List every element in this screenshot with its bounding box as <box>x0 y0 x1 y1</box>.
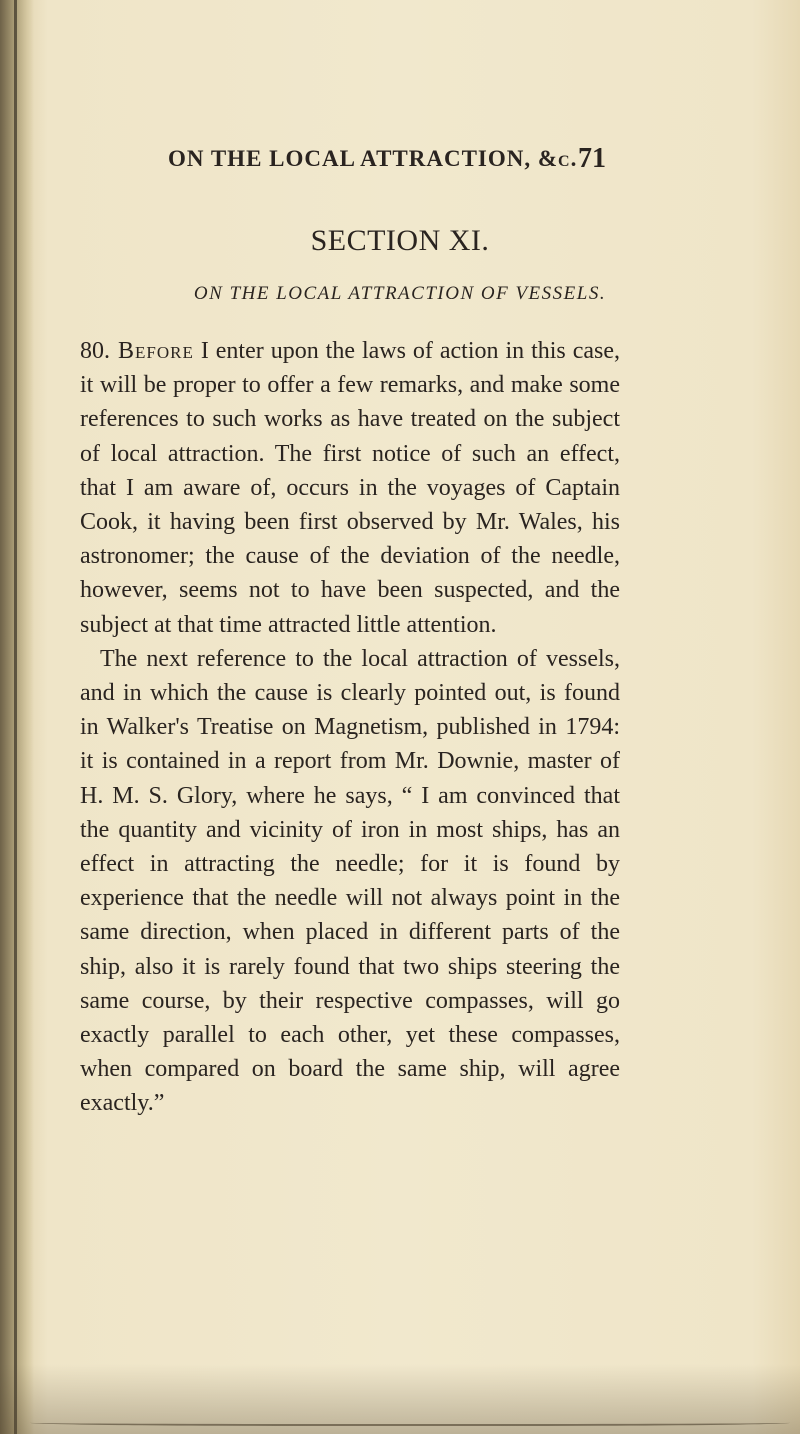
paragraph-text: The next reference to the local attraction of vessels, and in which the cause is clearly pointed out, is found in Walker's Treatise on Magnetism, published in 1794: it is contained in a report from Mr. Downie, master of H. M. S. Glory, where he says, “ I am convinced that the quantity and vicinity of iron in most ships, has an effect in attracting the needle; for it is found by experience that the needle will not always point in the same direction, when placed in different parts of the ship, also it is rarely found that two ships steering the same course, by their respective compasses, will go exactly parallel to each other, yet these compasses, when compared on board the same ship, will agree exactly.” <box>80 645 620 1117</box>
paragraph-80 <box>80 334 620 642</box>
section-subtitle: ON THE LOCAL ATTRACTION OF VESSELS. <box>193 283 607 304</box>
running-head <box>168 146 600 172</box>
body-text <box>80 334 620 1121</box>
paragraph-number: 80. <box>80 338 110 364</box>
page-bottom-edge <box>30 1418 790 1426</box>
running-head-title: ON THE LOCAL ATTRACTION, &c. <box>168 146 578 171</box>
section-heading: SECTION XI. <box>310 224 490 257</box>
book-spine-shadow <box>0 0 34 1434</box>
paragraph-lead-word: Before <box>118 338 194 364</box>
binding-edge <box>14 0 17 1434</box>
page-number: 71 <box>578 143 606 174</box>
paragraph-text: I enter upon the laws of action in this case, it will be proper to offer a few remarks, and make some references to such works as have treated on the subject of local attraction. The first notice of such an effect, that I am aware of, occurs in the voyages of Captain Cook, it having been first observed by Mr. Wales, his astronomer; the cause of the deviation of the needle, however, seems not to have been suspected, and the subject at that time attracted little attention. <box>80 338 621 638</box>
paragraph-second <box>80 642 620 1121</box>
